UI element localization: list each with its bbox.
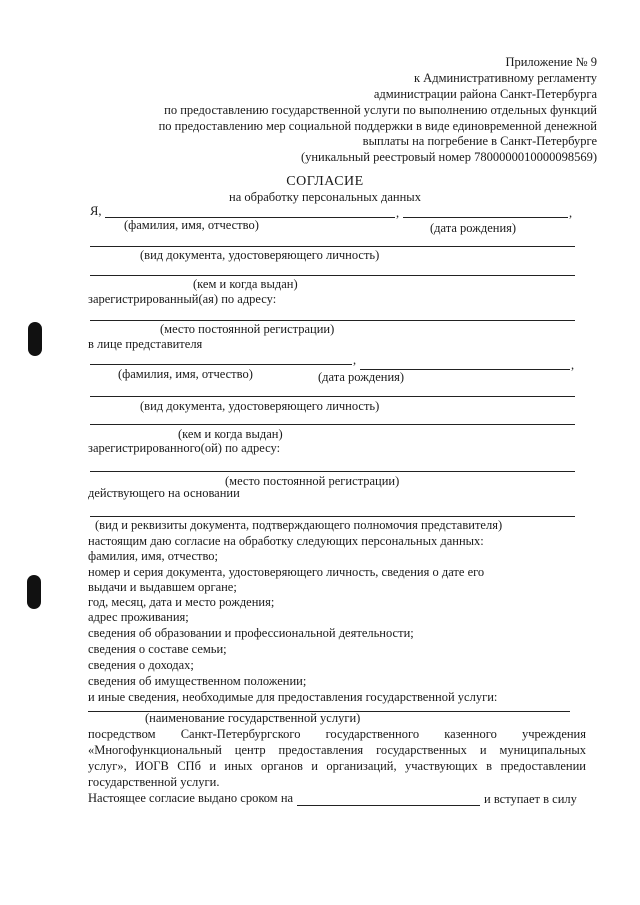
birth-date-field-line[interactable] xyxy=(403,217,568,218)
list-item: фамилия, имя, отчество; xyxy=(88,549,219,563)
comma: , xyxy=(571,358,575,372)
comma: , xyxy=(353,353,357,367)
term-suffix: и вступает в силу xyxy=(484,792,577,806)
id-document-caption: (вид документа, удостоверяющего личность) xyxy=(140,248,380,262)
rep-registration-address-field-line[interactable] xyxy=(90,471,575,472)
comma: , xyxy=(569,206,573,220)
rep-fio-field-line[interactable] xyxy=(90,364,352,365)
list-item: сведения об образовании и профессиональной деятельности; xyxy=(88,626,414,640)
rep-registered-label: зарегистрированного(ой) по адресу: xyxy=(88,441,281,455)
rep-id-document-caption: (вид документа, удостоверяющего личность) xyxy=(140,399,380,413)
registered-label: зарегистрированный(ая) по адресу: xyxy=(88,292,277,306)
issued-caption: (кем и когда выдан) xyxy=(193,277,298,291)
birth-date-caption: (дата рождения) xyxy=(430,221,517,235)
basis-document-field-line[interactable] xyxy=(90,516,575,517)
header-line: к Административному регламенту xyxy=(413,71,597,85)
list-item: сведения о доходах; xyxy=(88,658,194,672)
list-item: сведения об имущественном положении; xyxy=(88,674,307,688)
header-line: выплаты на погребение в Санкт-Петербурге xyxy=(362,134,597,148)
rep-id-document-field-line[interactable] xyxy=(90,396,575,397)
issued-field-line[interactable] xyxy=(90,275,575,276)
comma: , xyxy=(396,206,400,220)
paragraph-line: посредством Санкт-Петербургского государственного казенного учреждения xyxy=(88,727,586,741)
header-line: по предоставлению мер социальной поддержки в виде единовременной денежной xyxy=(158,119,597,133)
list-item: адрес проживания; xyxy=(88,610,189,624)
document-title: СОГЛАСИЕ xyxy=(286,174,364,189)
basis-label: действующего на основании xyxy=(88,486,240,500)
list-item: и иные сведения, необходимые для предоставления государственной услуги: xyxy=(88,690,498,704)
ya-label: Я, xyxy=(90,204,102,218)
basis-caption: (вид и реквизиты документа, подтверждающего полномочия представителя) xyxy=(95,518,503,532)
id-document-field-line[interactable] xyxy=(90,246,575,247)
header-line: (уникальный реестровый номер 7800000010000098569) xyxy=(300,150,597,164)
header-line: Приложение № 9 xyxy=(505,55,597,69)
paragraph-line: услуг», ИОГВ СПб и иных органов и организаций, участвующих в предоставлении xyxy=(88,759,586,773)
representative-label: в лице представителя xyxy=(88,337,203,351)
punch-hole-top xyxy=(28,322,42,356)
term-field-line[interactable] xyxy=(297,805,480,806)
list-item: год, месяц, дата и место рождения; xyxy=(88,595,275,609)
header-line: администрации района Санкт-Петербурга xyxy=(373,87,597,101)
term-label: Настоящее согласие выдано сроком на xyxy=(88,791,294,805)
rep-birth-date-caption: (дата рождения) xyxy=(318,370,405,384)
list-item: сведения о составе семьи; xyxy=(88,642,227,656)
fio-caption: (фамилия, имя, отчество) xyxy=(124,218,259,232)
permanent-registration-caption: (место постоянной регистрации) xyxy=(160,322,335,336)
registration-address-field-line[interactable] xyxy=(90,320,575,321)
punch-hole-bottom xyxy=(27,575,41,609)
rep-issued-field-line[interactable] xyxy=(90,424,575,425)
rep-permanent-registration-caption: (место постоянной регистрации) xyxy=(225,474,400,488)
paragraph-line: государственной услуги. xyxy=(88,775,220,789)
list-item: выдачи и выдавшем органе; xyxy=(88,580,237,594)
rep-issued-caption: (кем и когда выдан) xyxy=(178,427,283,441)
service-name-caption: (наименование государственной услуги) xyxy=(145,711,361,725)
paragraph-line: «Многофункциональный центр предоставления государственных и муниципальных xyxy=(88,743,586,757)
consent-intro: настоящим даю согласие на обработку следующих персональных данных: xyxy=(88,534,484,548)
header-line: по предоставлению государственной услуги по выполнению отдельных функций xyxy=(164,103,597,117)
rep-fio-caption: (фамилия, имя, отчество) xyxy=(118,367,253,381)
document-subtitle: на обработку персональных данных xyxy=(229,190,421,204)
list-item: номер и серия документа, удостоверяющего личность, сведения о дате его xyxy=(88,565,485,579)
